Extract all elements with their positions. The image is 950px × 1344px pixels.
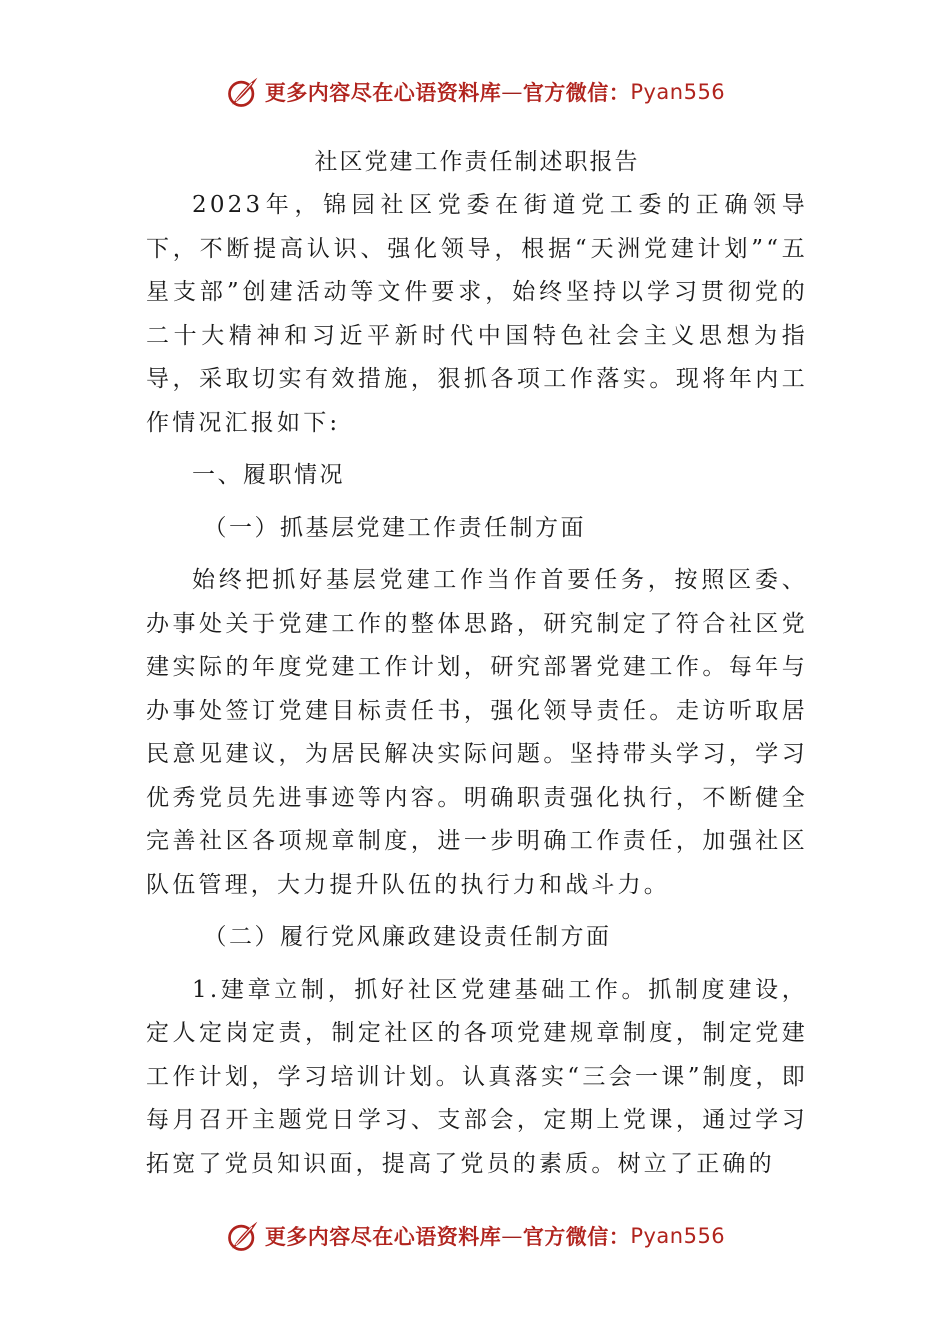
document-body [146, 140, 808, 1186]
subsection-2-item-1: 1.建章立制，抓好社区党建基础工作。抓制度建设，定人定岗定责，制定社区的各项党建规章制度，制定党建工作计划，学习培训计划。认真落实“三会一课”制度，即每月召开主题党日学习、支部会，定期上党课，通过学习拓宽了党员知识面，提高了党员的素质。树立了正确的 [146, 976, 808, 1177]
watermark-separator: — [501, 80, 523, 104]
watermark-separator: — [501, 1224, 523, 1248]
watermark-contact-id: Pyan556 [630, 1224, 726, 1248]
section-heading-performance: 一、履职情况 [192, 462, 345, 488]
quill-feather-logo-icon [225, 1218, 261, 1254]
footer-watermark [0, 1214, 950, 1258]
subsection-heading-1: （一）抓基层党建工作责任制方面 [203, 514, 586, 541]
watermark-contact-id: Pyan556 [630, 80, 726, 104]
subsection-heading-2: （二）履行党风廉政建设责任制方面 [203, 924, 612, 950]
intro-paragraph: 2023年，锦园社区党委在街道党工委的正确领导下，不断提高认识、强化领导，根据“天洲党建计划”“五星支部”创建活动等文件要求，始终坚持以学习贯彻党的二十大精神和习近平新时代中国特色社会主义思想为指导，采取切实有效措施，狠抓各项工作落实。现将年内工作情况汇报如下: [146, 192, 808, 436]
subsection-1-paragraph: 始终把抓好基层党建工作当作首要任务，按照区委、办事处关于党建工作的整体思路，研究制定了符合社区党建实际的年度党建工作计划，研究部署党建工作。每年与办事处签订党建目标责任书，强化领导责任。走访听取居民意见建议，为居民解决实际问题。坚持带头学习，学习优秀党员先进事迹等内容。明确职责强化执行，不断健全完善社区各项规章制度，进一步明确工作责任，加强社区队伍管理，大力提升队伍的执行力和战斗力。 [146, 567, 808, 898]
quill-feather-logo-icon [225, 74, 261, 110]
watermark-contact-label: 官方微信： [522, 1224, 631, 1249]
watermark-main-text: 更多内容尽在心语资料库 [264, 80, 502, 105]
document-title: 社区党建工作责任制述职报告 [314, 149, 640, 175]
watermark-main-text: 更多内容尽在心语资料库 [264, 1224, 502, 1249]
watermark-contact-label: 官方微信： [522, 80, 631, 105]
header-watermark [0, 70, 950, 114]
